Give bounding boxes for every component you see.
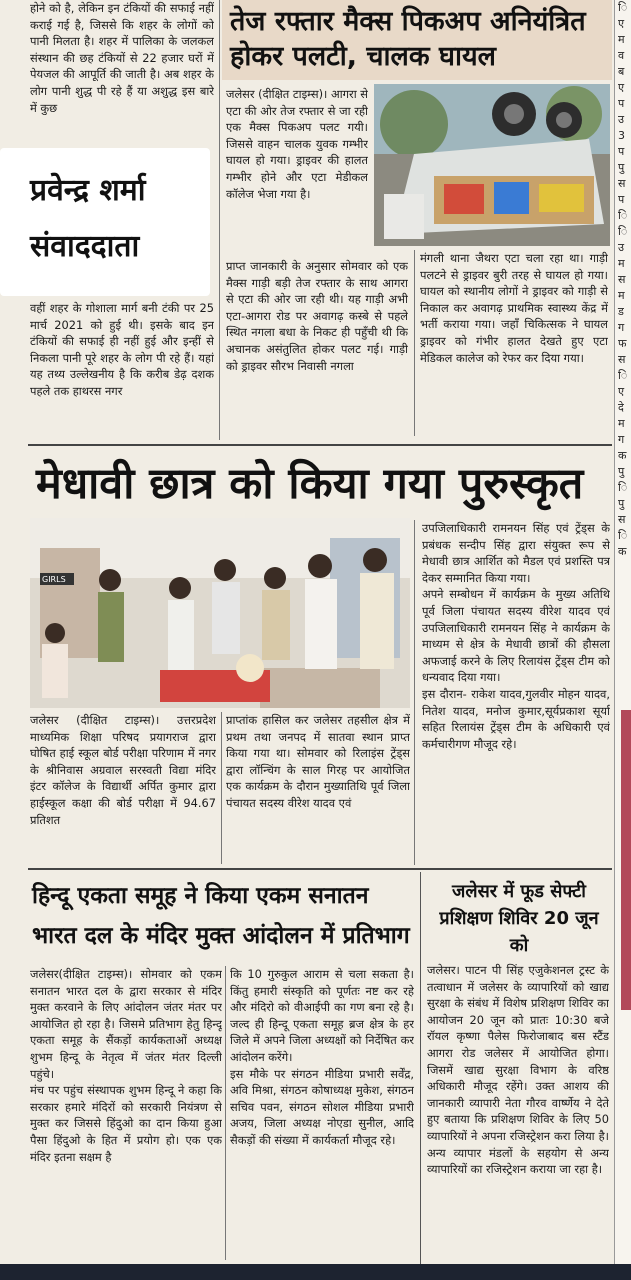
story3-headline: हिन्दू एकता समूह ने किया एकम सनातन भारत दल के मंदिर मुक्त आंदोलन में प्रतिभाग bbox=[32, 883, 410, 949]
story3-paragraph: इस मौके पर संगठन मीडिया प्रभारी सर्वेंद्र, अवि मिश्रा, संगठन कोषाध्यक्ष मुकेश, संगठन सचिव पवन, संगठन सोशल मीडिया प्रभारी अजय, जिला अध्यक्ष नोएडा सुनील, आदि सैकड़ों की संख्या में कार्यकर्ता मौजूद रहे। bbox=[230, 1066, 414, 1147]
overturned-truck-image bbox=[374, 84, 610, 246]
adjacent-page-fragment: म bbox=[618, 417, 625, 430]
adjacent-page-fragment: ए bbox=[618, 81, 625, 94]
adjacent-page-fragment: म bbox=[618, 33, 625, 46]
adjacent-page-fragment: प bbox=[618, 193, 625, 206]
story1-headline-box bbox=[222, 0, 612, 80]
adjacent-page-fragment: म bbox=[618, 257, 625, 270]
adjacent-page-fragment: म bbox=[618, 289, 625, 302]
story2-body-right bbox=[422, 520, 610, 865]
page-bottom-border bbox=[0, 1264, 631, 1280]
adjacent-page-fragment: ि bbox=[618, 225, 628, 238]
story3-paragraph: कि 10 गुरुकुल आराम से चला सकता है। किंतु हमारी संस्कृति को पूर्णतः नष्ट कर रहे और मंदिरो को वीआईपी का गण बना रहे है। जल्द ही हिन्दू एकता समूह ब्रज क्षेत्र के हर जिले में अपने जिला अध्यक्षों को निर्देषित कर आंदोलन करेंगे। bbox=[230, 967, 414, 1064]
section-divider bbox=[28, 868, 612, 870]
adjacent-page-fragment: उ bbox=[618, 241, 625, 254]
award-ceremony-image bbox=[30, 518, 410, 708]
adjacent-page-fragment: ग bbox=[618, 321, 625, 334]
adjacent-page-fragment: स bbox=[618, 177, 626, 190]
adjacent-page-fragment: प bbox=[618, 97, 625, 110]
adjacent-page-fragment: ग bbox=[618, 433, 625, 446]
column-divider bbox=[219, 0, 220, 440]
reporter-name: प्रवेन्द्र शर्मा bbox=[30, 173, 146, 208]
story1-paragraph: प्राप्त जानकारी के अनुसार सोमवार को एक मैक्स गाड़ी बड़ी तेज रफ्तार के साथ आगरा से एटा की ओर जा रही थी। यह गाड़ी अभी एटा-आगरा रोड पर अवागढ़ कस्बे से पहले स्थित नगला बधा के निकट ही पहुँची थी कि अचानक असंतुलित होकर पलट गई। गाड़ी को ड्राइवर सौरभ निवासी नगला bbox=[226, 259, 408, 373]
adjacent-page-fragment: प bbox=[618, 145, 625, 158]
story4-headline: जलेसर में फूड सेफ्टी प्रशिक्षण शिविर 20 जून को bbox=[439, 881, 599, 956]
reporter-stamp bbox=[0, 148, 210, 296]
adjacent-page-fragment: दे bbox=[618, 401, 624, 414]
adjacent-page-fragment: ब bbox=[618, 65, 625, 78]
adjacent-page-fragment: फ bbox=[618, 337, 627, 350]
story2-photo bbox=[30, 518, 410, 708]
adjacent-page-fragment: ड bbox=[618, 305, 624, 318]
story3-body-col1 bbox=[30, 966, 222, 1260]
story2-headline: मेधावी छात्र को किया गया पुरुस्कृत bbox=[36, 459, 584, 509]
adjacent-page-fragment: पु bbox=[618, 497, 625, 510]
adjacent-page-fragment: उ bbox=[618, 113, 625, 126]
adjacent-page-fragment: ए bbox=[618, 17, 625, 30]
adjacent-page-fragments bbox=[615, 0, 631, 560]
adjacent-page-fragment: स bbox=[618, 273, 626, 286]
story2-paragraph: प्राप्तांक हासिल कर जलेसर तहसील क्षेत्र में प्रथम तथा जनपद में सातवा स्थान प्राप्त किया गया था। सोमवार को रिलाइंस ट्रेंड्स द्वारा लॉन्चिंग के साल गिरह पर आयोजित एक कार्यक्रम के दौरान मुख्यातिथि पूर्व जिला पंचायत सदस्य वीरेश यादव एवं bbox=[226, 713, 410, 810]
story2-paragraph: जलेसर (दीक्षित टाइम्स)। उत्तरप्रदेश माध्यमिक शिक्षा परिषद प्रयागराज द्वारा घोषित हाई स्कूल बोर्ड परीक्षा परिणाम में नगर के श्रीनिवास अग्रवाल सरस्वती विद्या मंदिर इंटर कॉलेज के विद्यार्थी अर्पित कुमार द्वारा हाईस्कूल कक्षा की बोर्ड परीक्षा में 94.67 प्रतिशत bbox=[30, 713, 216, 827]
story2-paragraph: अपने सम्बोधन में कार्यक्रम के मुख्य अतिथि पूर्व जिला पंचायत सदस्य वीरेश यादव एवं उपजिलाधिकारी रामनयन सिंह ने कार्यक्रम के माध्यम से क्षेत्र के मेधावी छात्रों की हौसला अफजाई करने के लिए रिलायंस ट्रेंड्स टीम को धन्यवाद दिया गया। bbox=[422, 587, 610, 685]
story1-headline: तेज रफ्तार मैक्स पिकअप अनियंत्रित होकर पलटी, चालक घायल bbox=[230, 6, 586, 72]
adjacent-page-fragment: क bbox=[618, 545, 627, 558]
column-divider bbox=[225, 966, 226, 1260]
story4-box bbox=[420, 872, 612, 1264]
story3-paragraph: मंच पर पहुंच संस्थापक शुभम हिन्दू ने कहा कि सरकार हमारे मंदिरों को सरकारी नियंत्रण से मुक्त कर जिससे हिंदुओ का दान किया हुआ पैसा हिंदुओ के हित में प्रयोग हो। एक एक मंदिर इतना सक्षम है bbox=[30, 1083, 222, 1164]
adjacent-page-fragment: ए bbox=[618, 385, 625, 398]
reporter-designation: संवाददाता bbox=[30, 229, 140, 264]
story3-body-col2 bbox=[230, 966, 414, 1260]
story1-body-col1 bbox=[226, 86, 368, 236]
story1-photo bbox=[374, 84, 610, 246]
adjacent-page-fragment: क bbox=[618, 449, 627, 462]
continued-article-lower: वहीं शहर के गोशाला मार्ग बनी टंकी पर 25 मार्च 2021 को हुई थी। इसके बाद इन टंकियों की सफाई ही नहीं हुई और इन्हीं से निकला पानी पूरे शहर के लोग पी रहे हैं। यहां यह तथ्य उल्लेखनीय है कि करीब डेढ़ दशक पहले तक हाथरस नगर bbox=[30, 301, 214, 398]
story2-paragraph: इस दौरान- राकेश यादव,गुलवीर मोहन यादव, नितेश यादव, मनोज कुमार,सूर्यप्रकाश सूर्या सहित रिलायंस ट्रेंड्स टीम के अधिकारी एवं कर्मचारीगण मौजूद रहे। bbox=[422, 686, 610, 751]
adjacent-page-fragment: ि bbox=[618, 529, 628, 542]
adjacent-page-edge bbox=[614, 0, 631, 1280]
adjacent-page-fragment: ि bbox=[618, 369, 628, 382]
adjacent-page-photo bbox=[621, 710, 631, 1010]
story4-body: जलेसर। पाटन पी सिंह एजुकेशनल ट्रस्ट के तत्वाधान में जलेसर के व्यापारियों को खाद्य सुरक्षा के संबंध में विशेष प्रशिक्षण शिविर का आयोजन 20 जून को प्रातः 10:30 बजे रॉयल कृष्णा पैलेस फिरोजाबाद बस स्टैंड आगरा रोड जलेसर में आयोजित होगा। जिसमें खाद्य सुरक्षा विभाग के वरिष्ठ अधिकारी मौजूद रहेंगे। उक्त आशय की जानकारी व्यापारी नेता गौरव वार्ष्णेय ने देते हुए बताया कि प्रशिक्षण शिविर के लिए 50 व्यापारियों ने अपना रजिस्ट्रेशन करा लिया है। अन्य व्यापार मंडलों के सहयोग से अन्य व्यापारियों का रजिस्ट्रेशन कराया जा रहा है। bbox=[427, 963, 609, 1177]
adjacent-page-fragment: स bbox=[618, 513, 626, 526]
adjacent-page-fragment: ि bbox=[618, 209, 628, 222]
story1-paragraph: जलेसर (दीक्षित टाइम्स)। आगरा से एटा की ओर तेज रफ्तार से जा रही एक मैक्स पिकअप पलट गयी। जिससे वाहन चालक युवक गम्भीर घायल हो गया। ड्राइवर की हालत गम्भीर होने और एटा मेडीकल कॉलेज भेजा गया है। bbox=[226, 87, 368, 201]
story2-paragraph: उपजिलाधिकारी रामनयन सिंह एवं ट्रेंड्स के प्रबंधक सन्दीप सिंह द्वारा संयुक्त रूप से मेधावी छात्र आर्शित को मैडल एवं प्रशस्ति पत्र देकर सम्मानित किया गया। bbox=[422, 521, 610, 585]
adjacent-page-fragment: 3 bbox=[618, 129, 625, 142]
column-divider bbox=[414, 250, 415, 436]
adjacent-page-fragment: व bbox=[618, 49, 625, 62]
section-divider bbox=[28, 444, 612, 446]
story1-body-col2 bbox=[420, 250, 608, 436]
story3-paragraph: जलेसर(दीक्षित टाइम्स)। सोमवार को एकम सनातन भारत दल के द्वारा सरकार से मंदिर मुक्त करवाने के लिए आंदोलन जंतर मंतर पर आयोजित हो रहा है। जिसमे प्रतिभाग हेतु हिन्दू एकता समूह के सैंकड़ों कार्यकताओं अध्यक्ष शुभम हिन्दू के नेतृत्व में जंतर मंतर दिल्ली पहुंचे। bbox=[30, 967, 222, 1081]
adjacent-page-fragment: ि bbox=[618, 481, 628, 494]
adjacent-page-fragment: ि bbox=[618, 1, 628, 14]
column-divider bbox=[221, 712, 222, 864]
story2-body-left bbox=[30, 712, 216, 864]
adjacent-page-fragment: पु bbox=[618, 161, 625, 174]
store-sign-text: GIRLS bbox=[42, 575, 66, 584]
adjacent-page-fragment: पु bbox=[618, 465, 625, 478]
adjacent-page-fragment: स bbox=[618, 353, 626, 366]
story1-body-col1b bbox=[226, 258, 408, 436]
column-divider bbox=[414, 520, 415, 865]
story2-body-mid bbox=[226, 712, 410, 864]
story1-paragraph: मंगली थाना जैथरा एटा चला रहा था। गाड़ी पलटने से ड्राइवर बुरी तरह से घायल हो गया। घायल को स्थानीय लोगों ने ड्राइवर को गाड़ी से निकाल कर अवागढ़ प्राथमिक स्वास्थ्य केंद्र में भर्ती कराया गया। जहाँ चिकित्सक ने घायल ड्राइवर को गंभीर हालत देखते हुए एटा मेडिकल कालेज को रेफर कर दिया गया। bbox=[420, 251, 608, 365]
continued-article-upper: होने को है, लेकिन इन टंकियों की सफाई नहीं कराई गई है, जिससे कि शहर के लोगों को पानी मिलता है। शहर में पालिका के जलकल संस्थान की छह टंकियों से 22 हजार घरों में पेयजल की आपूर्ति की जाती है। अब शहर के लोग पानी शुद्ध पी रहे हैं या अशुद्ध इस बारे में कुछ bbox=[30, 1, 214, 115]
